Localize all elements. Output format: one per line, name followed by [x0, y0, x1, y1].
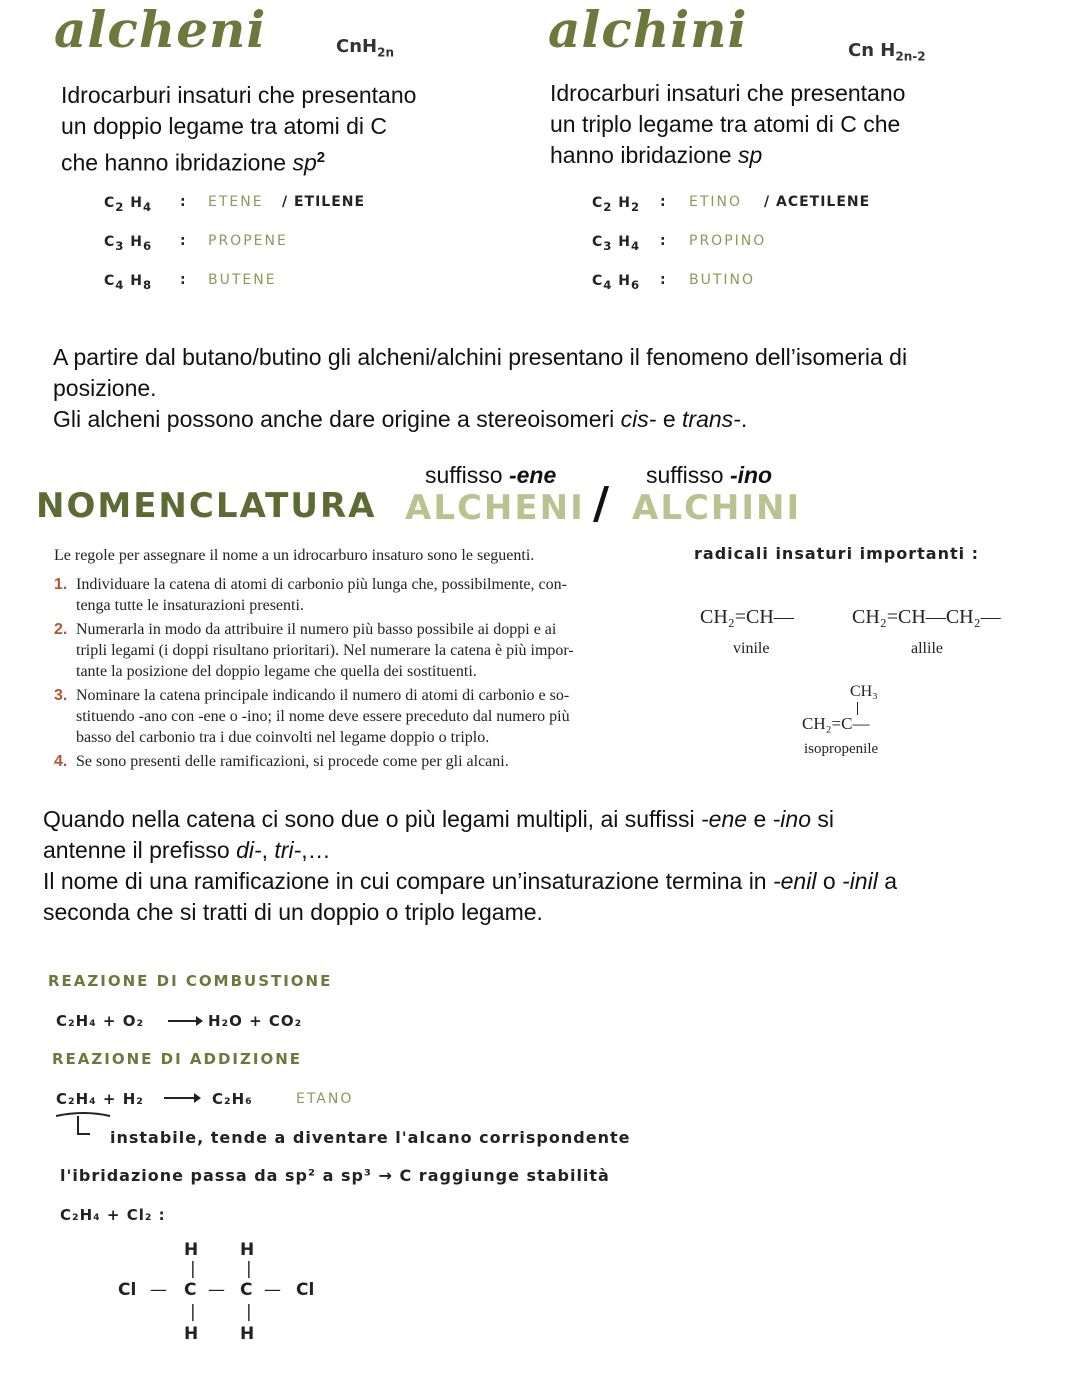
bond: — [208, 1280, 225, 1300]
alkene-row: $C_2$ $H_4$ : ETENE / ETILENE [104, 194, 366, 214]
hydrogen-atom: H [184, 1324, 199, 1344]
isopropenyl-name: isopropenile [804, 741, 879, 757]
alkenes-description: Idrocarburi insaturi che presentano un doppio legame tra atomi di C che hanno ibridazione $sp^2$ [61, 82, 417, 176]
instability-note: instabile, tende a diventare l'alcano corrispondente [110, 1128, 631, 1147]
carbon-atom: C [184, 1280, 197, 1300]
bond: — [150, 1280, 167, 1300]
isopropenyl-formula: CH₂=C— [802, 714, 870, 733]
addition-product: C₂H₆ [212, 1090, 253, 1108]
combustion-title: REAZIONE DI COMBUSTIONE [48, 972, 333, 990]
nomenclature-alkynes: ALCHINI [632, 488, 802, 528]
bond: | [246, 1259, 252, 1279]
allyl-name: allile [911, 640, 943, 657]
isomerism-paragraph: A partire dal butano/butino gli alcheni/alchini presentano il fenomeno dell’isomeria di posizione. Gli alcheni possono anche dare origine a stereoisomeri cis- e trans-. [53, 344, 908, 432]
alkenes-general-formula: CnH$_{2n}$ [336, 36, 394, 60]
combustion-products: H₂O + CO₂ [208, 1012, 303, 1030]
alkyne-row: $C_2$ $H_2$ : ETINO / ACETILENE [592, 194, 871, 214]
hydrogen-atom: H [184, 1240, 199, 1260]
suffix-ene-label: suffisso -ene [425, 462, 557, 488]
bond: | [246, 1302, 252, 1322]
alkynes-list [592, 194, 871, 311]
vinyl-name: vinile [733, 640, 770, 657]
suffix-ino-label: suffisso -ino [646, 462, 773, 488]
addition-product-name: ETANO [296, 1091, 354, 1107]
alkene-row: $C_3$ $H_6$ : PROPENE [104, 233, 288, 253]
nomenclature-alkenes: ALCHENI [405, 488, 585, 528]
alkenes-title: alcheni [54, 0, 267, 59]
hydrogen-atom: H [240, 1324, 255, 1344]
isopropenyl-methyl: CH₃ [850, 683, 878, 700]
alkynes-general-formula: Cn $H_{2n-2}$ [848, 40, 926, 64]
hybridization-note: l'ibridazione passa da sp² a sp³ → C raggiunge stabilità [60, 1166, 610, 1185]
addition-reactants: C₂H₄ + H₂ [56, 1090, 144, 1108]
alkynes-title: alchini [548, 0, 748, 59]
carbon-atom: C [240, 1280, 253, 1300]
rule-item: 2. Numerarla in modo da attribuire il numero più basso possibile ai doppi e ai tripli legami (i doppi risultano prioritari). Nel numerare la catena è più impor- tante la posizione del doppio legame che quella dei sostituenti. [54, 621, 574, 680]
alkyne-row: $C_4$ $H_6$ : BUTINO [592, 272, 756, 292]
combustion-arrow-icon [166, 1012, 204, 1035]
rules-intro: Le regole per assegnare il nome a un idrocarburo insaturo sono le seguenti. [54, 547, 535, 564]
bond: — [264, 1280, 281, 1300]
hydrogen-atom: H [240, 1240, 255, 1260]
rule-item: 3. Nominare la catena principale indicando il numero di atomi di carbonio e so- stituendo -ano con -ene o -ino; il nome deve essere preceduto dal numero più basso del carbonio tra i due coinvolti nel legame doppio o triplo. [54, 687, 570, 746]
addition-arrow-icon [162, 1089, 202, 1112]
nomenclature-title: NOMENCLATURA [36, 486, 377, 526]
chlorine-addition: C₂H₄ + Cl₂ : [60, 1206, 166, 1224]
rule-item: 1. Individuare la catena di atomi di carbonio più lunga che, possibilmente, con- tenga tutte le insaturazioni presenti. [54, 576, 567, 614]
dichloroethane-structure [118, 1240, 338, 1350]
chlorine-atom: Cl [118, 1280, 137, 1300]
naming-rules [54, 545, 644, 775]
instability-bracket-icon [54, 1112, 114, 1149]
nomenclature-slash: / [593, 478, 610, 529]
chlorine-atom: Cl [296, 1280, 315, 1300]
multiple-bonds-paragraph: Quando nella catena ci sono due o più legami multipli, ai suffissi -ene e -ino si antenne il prefisso di-, tri-,… Il nome di una ramificazione in cui compare un’insaturazione termina in -enil o -inil a seconda che si tratti di un doppio o triplo legame. [43, 806, 897, 925]
alkene-row: $C_4$ $H_8$ : BUTENE [104, 272, 277, 292]
alkyne-row: $C_3$ $H_4$ : PROPINO [592, 233, 767, 253]
vinyl-formula: CH₂=CH— [700, 606, 794, 628]
alkenes-list [104, 194, 366, 311]
alkynes-description: Idrocarburi insaturi che presentano un triplo legame tra atomi di C che hanno ibridazione sp [550, 80, 906, 168]
radicals-heading: radicali insaturi importanti : [694, 544, 980, 563]
addition-title: REAZIONE DI ADDIZIONE [52, 1050, 302, 1068]
rule-item: 4. Se sono presenti delle ramificazioni, si procede come per gli alcani. [54, 753, 509, 770]
bond: | [190, 1259, 196, 1279]
allyl-formula: CH₂=CH—CH₂— [852, 606, 1001, 628]
bond: | [190, 1302, 196, 1322]
combustion-reactants: C₂H₄ + O₂ [56, 1012, 145, 1030]
